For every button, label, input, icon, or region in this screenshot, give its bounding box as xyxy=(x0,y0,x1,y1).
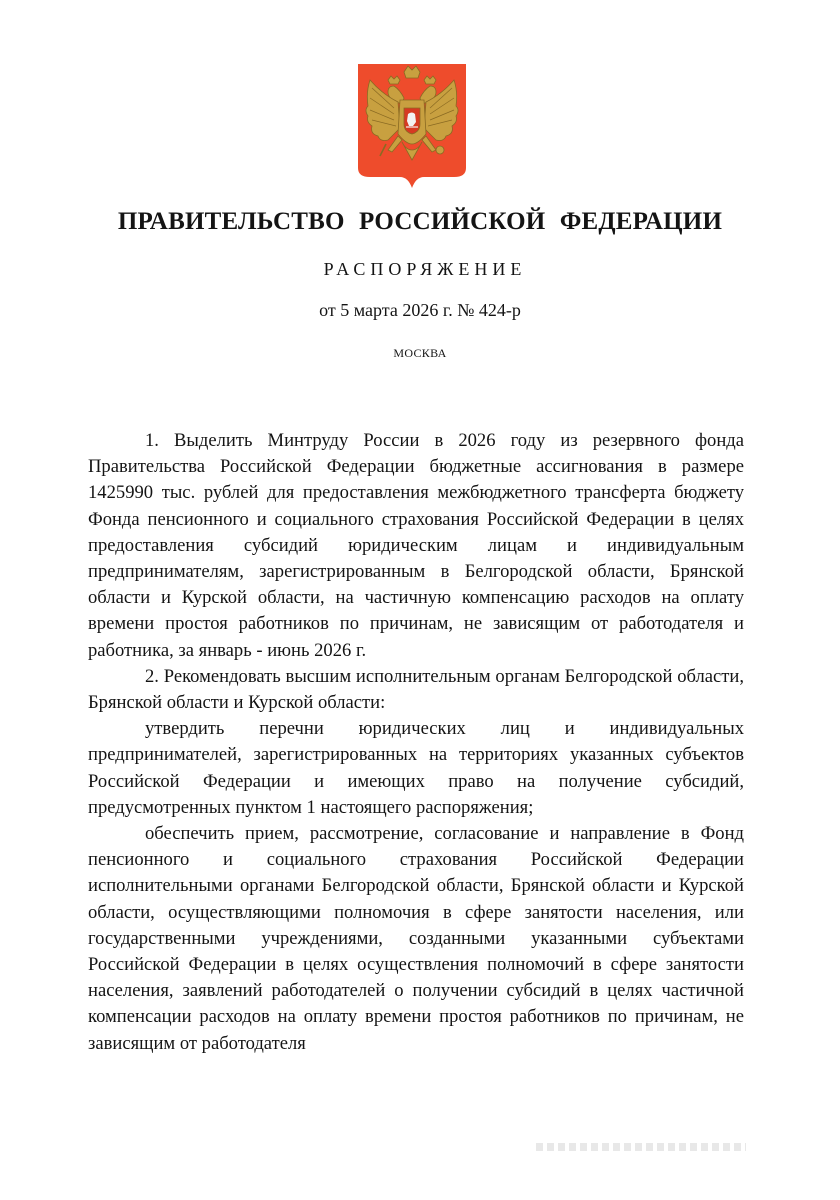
document-type: РАСПОРЯЖЕНИЕ xyxy=(323,259,527,279)
document-city: МОСКВА xyxy=(393,346,447,360)
government-title: ПРАВИТЕЛЬСТВО РОССИЙСКОЙ ФЕДЕРАЦИИ xyxy=(117,208,723,235)
paragraph-2-item-2: обеспечить прием, рассмотрение, согласование и направление в Фонд пенсионного и социального страхования Российской Федерации исполнительными органами Белгородской области, Брянской области и Курской области, осуществляющими полномочия в сфере занятости населения, или государственными учреждениями, созданными указанными субъектами Российской Федерации в целях осуществления полномочий в сфере занятости населения, заявлений работодателей о получении субсидий в целях частичной компенсации расходов на оплату времени простоя работников по причинам, не зависящим от работодателя xyxy=(88,823,744,1054)
russian-coat-of-arms-icon xyxy=(358,64,466,188)
document-body xyxy=(88,428,744,1057)
document-date-number: от 5 марта 2026 г. № 424-р xyxy=(319,300,521,320)
paragraph-1: 1. Выделить Минтруду России в 2026 году из резервного фонда Правительства Российской Федерации бюджетные ассигнования в размере 1425990 тыс. рублей для предоставления межбюджетного трансферта бюджету Фонда пенсионного и социального страхования Российской Федерации в целях предоставления субсидий юридическим лицам и индивидуальным предпринимателям, зарегистрированным в Белгородской области, Брянской области и Курской области, на частичную компенсацию расходов на оплату времени простоя работников по причинам, не зависящим от работодателя и работника, за январь - июнь 2026 г. xyxy=(88,430,744,661)
footer-mark xyxy=(536,1143,746,1151)
paragraph-2-item-1: утвердить перечни юридических лиц и индивидуальных предпринимателей, зарегистрированных на территориях указанных субъектов Российской Федерации и имеющих право на получение субсидий, предусмотренных пунктом 1 настоящего распоряжения; xyxy=(88,718,744,818)
paragraph-2: 2. Рекомендовать высшим исполнительным органам Белгородской области, Брянской области и Курской области: xyxy=(88,665,744,714)
